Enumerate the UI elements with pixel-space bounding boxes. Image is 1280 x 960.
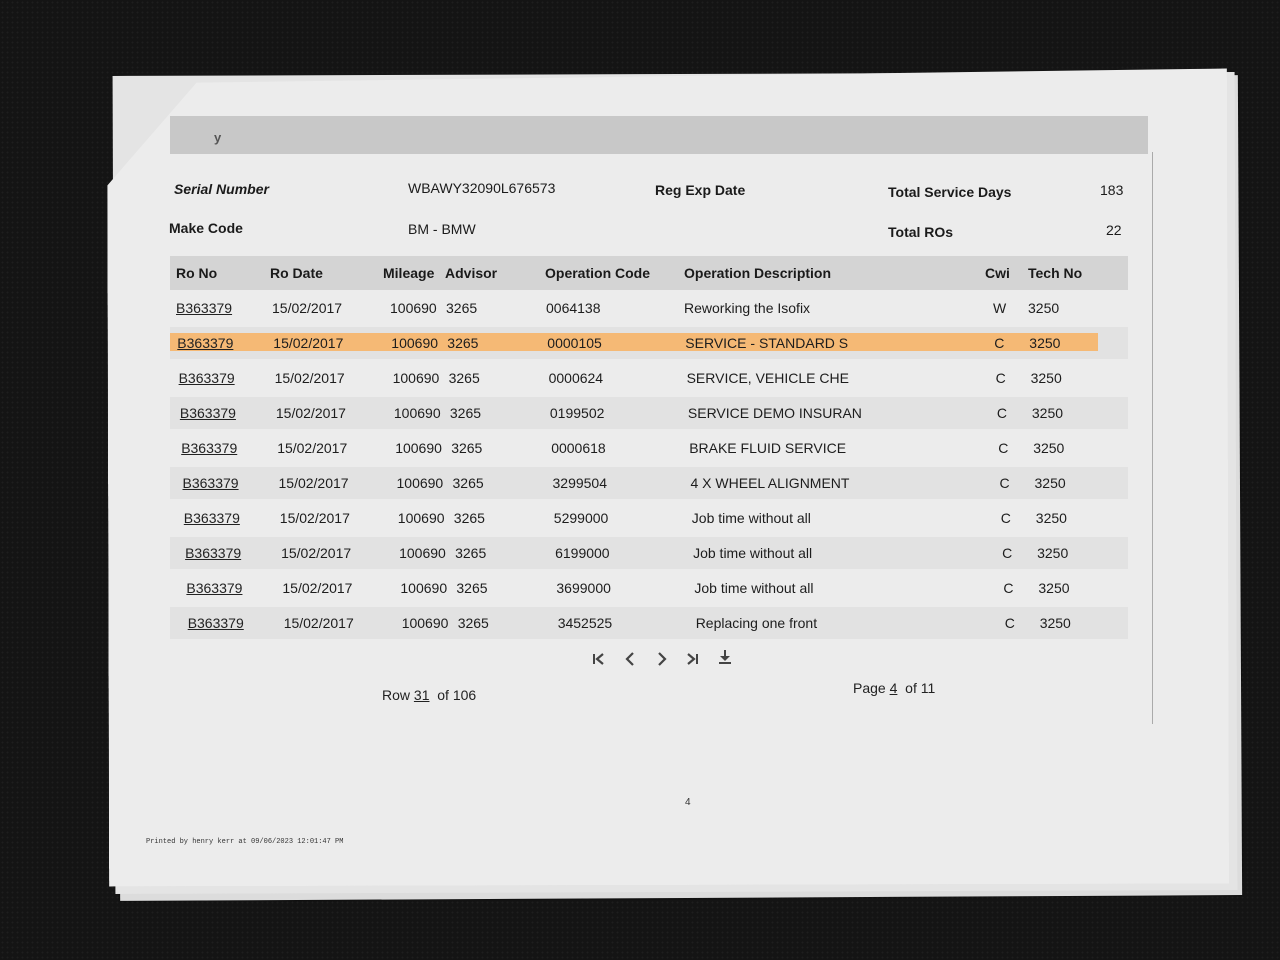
ro-number-link[interactable]: B363379 (178, 370, 235, 386)
cwi-cell: C (1004, 615, 1015, 631)
advisor-cell: 3265 (453, 510, 485, 526)
operation-description-cell: Reworking the Isofix (684, 300, 811, 316)
cwi-cell: C (998, 440, 1009, 456)
advisor-cell: 3265 (447, 335, 479, 351)
total-ros-label: Total ROs (888, 224, 954, 240)
row-indicator (382, 687, 476, 703)
repair-orders-table (170, 256, 1128, 646)
ro-number-link[interactable]: B363379 (186, 580, 243, 596)
mileage-cell: 100690 (395, 440, 442, 456)
tech-no-cell: 3250 (1037, 545, 1069, 561)
previous-page-icon[interactable] (619, 648, 641, 670)
column-header-operation-description[interactable]: Operation Description (684, 265, 832, 281)
cwi-cell: C (995, 370, 1006, 386)
advisor-cell: 3265 (452, 475, 484, 491)
advisor-cell: 3265 (457, 615, 489, 631)
serial-number-value: WBAWY32090L676573 (408, 180, 556, 196)
ro-date-cell: 15/02/2017 (277, 440, 348, 456)
page-indicator (853, 680, 935, 696)
mileage-cell: 100690 (390, 300, 437, 316)
total-service-days-value: 183 (1100, 182, 1124, 198)
first-page-icon[interactable] (588, 648, 610, 670)
advisor-cell: 3265 (451, 440, 483, 456)
ro-number-link[interactable]: B363379 (177, 335, 234, 351)
mileage-cell: 100690 (400, 580, 448, 596)
page-total: of 11 (905, 680, 936, 696)
cwi-cell: C (1003, 580, 1014, 596)
tech-no-cell: 3250 (1030, 370, 1062, 386)
operation-description-cell: Job time without all (693, 545, 813, 561)
mileage-cell: 100690 (391, 335, 439, 351)
ro-date-cell: 15/02/2017 (281, 545, 352, 561)
page-number: 4 (685, 797, 691, 808)
ro-number-link[interactable]: B363379 (187, 615, 244, 631)
row-total: of 106 (437, 687, 477, 703)
report-header-band (170, 116, 1148, 154)
mileage-cell: 100690 (392, 370, 440, 386)
column-header-ro-no[interactable]: Ro No (176, 265, 218, 281)
advisor-cell: 3265 (456, 580, 488, 596)
advisor-cell: 3265 (449, 405, 482, 421)
column-header-operation-code[interactable]: Operation Code (545, 265, 651, 281)
report-header-title: y (214, 130, 222, 145)
page-current-link[interactable]: 4 (889, 680, 898, 696)
ro-date-cell: 15/02/2017 (278, 475, 349, 491)
printed-by-footer: Printed by henry kerr at 09/06/2023 12:01:47 PM (146, 838, 344, 846)
cwi-cell: C (996, 405, 1008, 421)
serial-number-label: Serial Number (174, 181, 269, 197)
cwi-cell: W (993, 300, 1007, 316)
table-row (170, 502, 1128, 534)
mileage-cell: 100690 (397, 510, 445, 526)
tech-no-cell: 3250 (1029, 335, 1061, 351)
mileage-cell: 100690 (396, 475, 444, 491)
row-current-link[interactable]: 31 (413, 687, 430, 703)
ro-date-cell: 15/02/2017 (275, 405, 346, 421)
next-page-icon[interactable] (651, 648, 673, 670)
table-row (170, 572, 1128, 604)
ro-number-link[interactable]: B363379 (183, 510, 240, 526)
ro-date-cell: 15/02/2017 (274, 370, 345, 386)
page-prefix: Page (853, 680, 886, 696)
operation-description-cell: Job time without all (694, 580, 814, 596)
ro-date-cell: 15/02/2017 (282, 580, 353, 596)
operation-description-cell: SERVICE, VEHICLE CHE (686, 370, 849, 386)
row-prefix: Row (382, 687, 411, 703)
last-page-icon[interactable] (681, 648, 703, 670)
table-row (170, 397, 1128, 429)
ro-date-cell: 15/02/2017 (273, 335, 344, 351)
tech-no-cell: 3250 (1033, 440, 1065, 456)
advisor-cell: 3265 (446, 300, 478, 316)
reg-exp-date-label: Reg Exp Date (655, 182, 746, 198)
download-icon[interactable] (714, 646, 736, 668)
mileage-cell: 100690 (399, 545, 446, 561)
tech-no-cell: 3250 (1038, 580, 1070, 596)
operation-description-cell: Replacing one front (695, 615, 818, 631)
operation-code-cell: 6199000 (555, 545, 610, 561)
ro-date-cell: 15/02/2017 (279, 510, 350, 526)
operation-code-cell: 0000618 (551, 440, 606, 456)
ro-number-link[interactable]: B363379 (185, 545, 242, 561)
total-ros-value: 22 (1106, 222, 1122, 238)
cwi-cell: C (994, 335, 1005, 351)
operation-description-cell: BRAKE FLUID SERVICE (689, 440, 847, 456)
total-service-days-label: Total Service Days (888, 184, 1012, 200)
column-header-tech-no[interactable]: Tech No (1028, 265, 1083, 281)
make-code-label: Make Code (169, 220, 243, 236)
operation-code-cell: 0199502 (549, 405, 605, 421)
tech-no-cell: 3250 (1031, 405, 1064, 421)
ro-date-cell: 15/02/2017 (283, 615, 354, 631)
column-header-cwi[interactable]: Cwi (985, 265, 1010, 281)
operation-description-cell: SERVICE - STANDARD S (685, 335, 849, 351)
operation-code-cell: 3299504 (552, 475, 608, 491)
operation-code-cell: 3452525 (557, 615, 613, 631)
table-header (170, 256, 1128, 290)
column-header-mileage[interactable]: Mileage (383, 265, 435, 281)
tech-no-cell: 3250 (1028, 300, 1060, 316)
operation-description-cell: SERVICE DEMO INSURAN (687, 405, 862, 421)
cwi-cell: C (1000, 510, 1011, 526)
ro-number-link[interactable]: B363379 (181, 440, 238, 456)
ro-number-link[interactable]: B363379 (176, 300, 233, 316)
mileage-cell: 100690 (393, 405, 441, 421)
table-row (170, 607, 1128, 639)
table-row (170, 327, 1128, 359)
table-row (170, 432, 1128, 464)
table-row (170, 292, 1128, 324)
cwi-cell: C (999, 475, 1010, 491)
table-row (170, 362, 1128, 394)
tech-no-cell: 3250 (1035, 510, 1067, 526)
cwi-cell: C (1002, 545, 1013, 561)
operation-code-cell: 5299000 (553, 510, 609, 526)
ro-date-cell: 15/02/2017 (272, 300, 343, 316)
ro-number-link[interactable]: B363379 (182, 475, 239, 491)
operation-description-cell: 4 X WHEEL ALIGNMENT (690, 475, 850, 491)
table-row (170, 537, 1128, 569)
tech-no-cell: 3250 (1039, 615, 1071, 631)
tech-no-cell: 3250 (1034, 475, 1066, 491)
ro-number-link[interactable]: B363379 (179, 405, 236, 421)
operation-description-cell: Job time without all (691, 510, 811, 526)
table-row (170, 467, 1128, 499)
column-header-advisor[interactable]: Advisor (445, 265, 498, 281)
page-border-line (1152, 152, 1153, 724)
operation-code-cell: 0064138 (546, 300, 601, 316)
operation-code-cell: 3699000 (556, 580, 611, 596)
operation-code-cell: 0000624 (548, 370, 604, 386)
advisor-cell: 3265 (455, 545, 487, 561)
column-header-ro-date[interactable]: Ro Date (270, 265, 323, 281)
mileage-cell: 100690 (401, 615, 449, 631)
operation-code-cell: 0000105 (547, 335, 602, 351)
make-code-value: BM - BMW (408, 221, 476, 237)
advisor-cell: 3265 (448, 370, 480, 386)
